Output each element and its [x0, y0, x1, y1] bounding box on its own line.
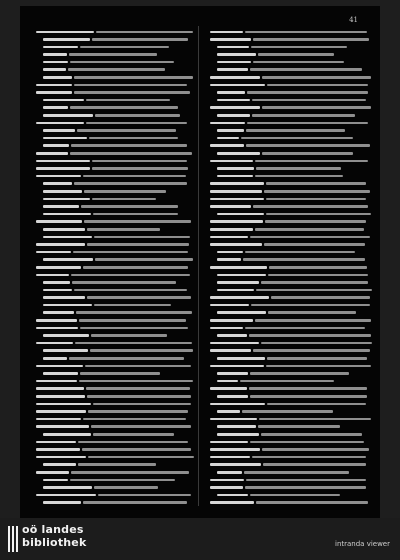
text-line: [210, 195, 372, 203]
text-line: [36, 400, 194, 408]
text-line: [210, 66, 372, 74]
text-line: [36, 172, 194, 180]
text-line: [210, 499, 372, 507]
text-line: [210, 324, 372, 332]
page-number: 41: [349, 16, 358, 24]
text-line: [210, 446, 372, 454]
text-line: [210, 309, 372, 317]
text-line: [210, 180, 372, 188]
text-line: [210, 74, 372, 82]
text-line: [210, 81, 372, 89]
logo-text-line2: bibliothek: [22, 536, 87, 549]
text-line: [36, 157, 194, 165]
text-line: [36, 233, 194, 241]
text-line: [210, 400, 372, 408]
text-line: [36, 332, 194, 340]
text-line: [36, 317, 194, 325]
text-line: [36, 499, 194, 507]
text-line: [36, 165, 194, 173]
text-line: [36, 241, 194, 249]
text-line: [36, 453, 194, 461]
text-line: [210, 332, 372, 340]
text-line: [210, 377, 372, 385]
text-line: [210, 172, 372, 180]
text-line: [36, 58, 194, 66]
text-line: [36, 142, 194, 150]
text-line: [210, 150, 372, 158]
text-line: [36, 370, 194, 378]
text-line: [210, 484, 372, 492]
text-column-left: [36, 28, 194, 506]
text-line: [210, 438, 372, 446]
text-line: [36, 362, 194, 370]
text-line: [36, 446, 194, 454]
text-line: [210, 370, 372, 378]
text-line: [36, 36, 194, 44]
text-line: [36, 256, 194, 264]
text-line: [36, 271, 194, 279]
scanned-page: [20, 6, 380, 518]
text-line: [210, 491, 372, 499]
text-line: [210, 112, 372, 120]
text-line: [36, 393, 194, 401]
text-line: [210, 347, 372, 355]
text-line: [36, 150, 194, 158]
text-line: [36, 112, 194, 120]
text-line: [210, 119, 372, 127]
text-line: [36, 134, 194, 142]
text-line: [36, 96, 194, 104]
text-line: [36, 66, 194, 74]
text-line: [36, 51, 194, 59]
text-line: [36, 203, 194, 211]
text-line: [210, 28, 372, 36]
text-line: [36, 339, 194, 347]
text-line: [36, 385, 194, 393]
text-line: [210, 476, 372, 484]
text-line: [36, 195, 194, 203]
text-line: [210, 233, 372, 241]
text-line: [36, 355, 194, 363]
text-line: [210, 408, 372, 416]
text-column-right: [210, 28, 372, 506]
text-line: [210, 362, 372, 370]
text-line: [36, 476, 194, 484]
text-line: [210, 248, 372, 256]
text-line: [36, 415, 194, 423]
text-line: [36, 119, 194, 127]
text-line: [210, 203, 372, 211]
text-line: [36, 104, 194, 112]
text-line: [210, 157, 372, 165]
text-line: [36, 263, 194, 271]
text-line: [36, 180, 194, 188]
text-line: [36, 74, 194, 82]
text-line: [36, 210, 194, 218]
text-line: [36, 347, 194, 355]
text-line: [210, 96, 372, 104]
text-line: [36, 279, 194, 287]
text-line: [210, 423, 372, 431]
text-line: [210, 127, 372, 135]
text-line: [36, 461, 194, 469]
text-line: [36, 324, 194, 332]
text-line: [36, 43, 194, 51]
text-line: [36, 309, 194, 317]
text-line: [210, 393, 372, 401]
text-line: [210, 385, 372, 393]
text-line: [36, 225, 194, 233]
text-line: [210, 355, 372, 363]
text-line: [36, 423, 194, 431]
text-line: [210, 51, 372, 59]
text-line: [36, 286, 194, 294]
text-line: [36, 89, 194, 97]
text-line: [36, 468, 194, 476]
text-line: [210, 453, 372, 461]
text-line: [210, 461, 372, 469]
text-line: [36, 218, 194, 226]
text-line: [36, 491, 194, 499]
viewer-brand-label[interactable]: intranda viewer: [335, 540, 390, 548]
text-line: [210, 89, 372, 97]
text-line: [36, 438, 194, 446]
text-line: [36, 81, 194, 89]
text-line: [210, 210, 372, 218]
text-line: [210, 271, 372, 279]
text-line: [210, 279, 372, 287]
text-line: [210, 241, 372, 249]
text-line: [210, 134, 372, 142]
text-line: [36, 301, 194, 309]
text-line: [210, 339, 372, 347]
text-line: [210, 165, 372, 173]
text-line: [210, 225, 372, 233]
text-line: [36, 408, 194, 416]
text-line: [210, 468, 372, 476]
text-line: [36, 127, 194, 135]
text-line: [210, 415, 372, 423]
text-line: [210, 286, 372, 294]
library-logo-icon: [8, 526, 18, 552]
text-line: [210, 104, 372, 112]
text-line: [210, 430, 372, 438]
text-line: [210, 142, 372, 150]
text-line: [36, 187, 194, 195]
text-line: [36, 294, 194, 302]
text-line: [210, 187, 372, 195]
text-line: [210, 218, 372, 226]
text-line: [210, 263, 372, 271]
column-divider: [198, 26, 199, 506]
text-line: [36, 377, 194, 385]
text-line: [210, 294, 372, 302]
text-line: [210, 317, 372, 325]
text-line: [36, 28, 194, 36]
text-line: [210, 256, 372, 264]
text-line: [210, 36, 372, 44]
text-line: [210, 43, 372, 51]
text-line: [36, 248, 194, 256]
logo-text-line1: oö landes: [22, 523, 84, 536]
text-line: [210, 301, 372, 309]
text-line: [36, 430, 194, 438]
text-line: [210, 58, 372, 66]
text-line: [36, 484, 194, 492]
library-logo[interactable]: [8, 523, 98, 557]
